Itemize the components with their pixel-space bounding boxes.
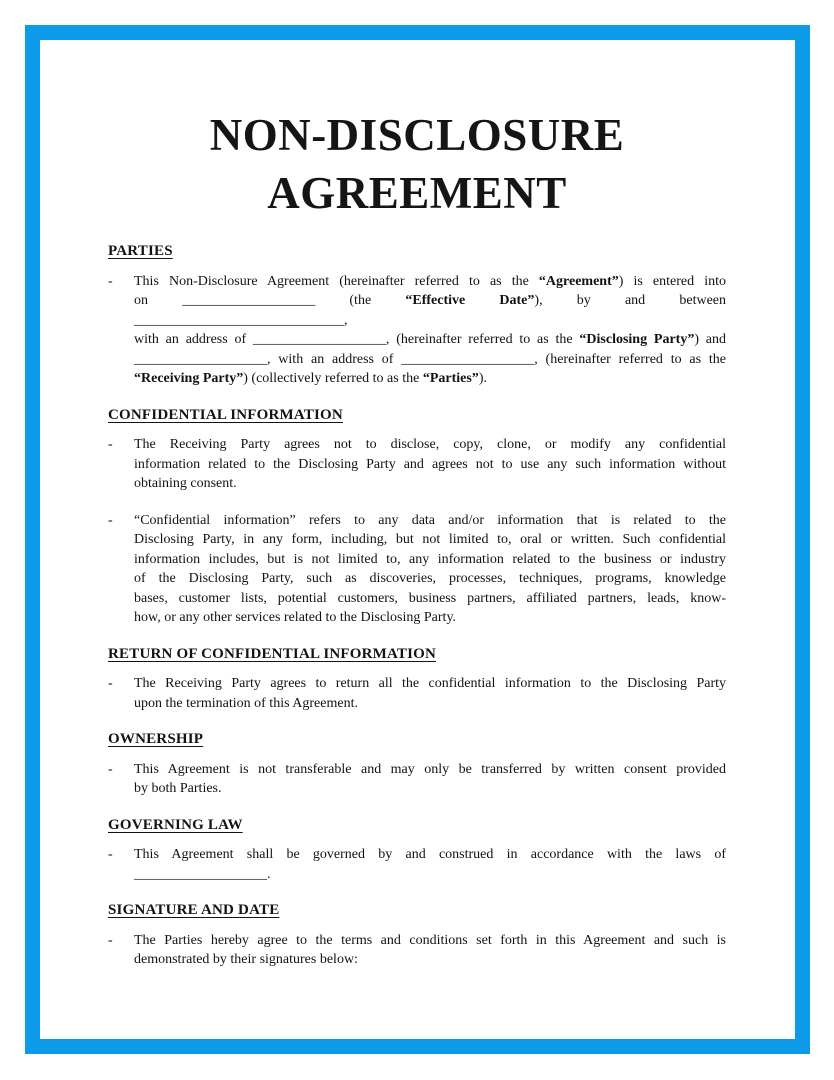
text-line: on ___________________ (the “Effective Date”), by and between ______________________________,	[134, 293, 727, 328]
bullet-dash: -	[108, 512, 113, 528]
section-heading: GOVERNING LAW	[108, 816, 243, 833]
text-line: This Agreement shall be governed by and construed in accordance with the laws of	[134, 847, 726, 862]
text-line: “Confidential information” refers to any data and/or information that is related to the	[134, 512, 726, 528]
document-title	[108, 106, 726, 222]
bullet-dash: -	[108, 676, 113, 691]
paragraph-text	[134, 511, 726, 628]
text-line: obtaining consent.	[134, 476, 237, 491]
bullet-item	[108, 435, 726, 494]
section-heading: SIGNATURE AND DATE	[108, 902, 280, 918]
text-line: The Receiving Party agrees not to disclose, copy, clone, or modify any confidential	[134, 437, 726, 452]
bullet-dash: -	[108, 437, 113, 452]
text-line: bases, customer lists, potential customers, business partners, affiliated partners, leads, know-	[134, 590, 726, 606]
bullet-item	[108, 845, 726, 884]
text-line: upon the termination of this Agreement.	[134, 695, 358, 711]
text-line: This Agreement is not transferable and may only be transferred by written consent provided	[134, 761, 726, 777]
section-signature-and-date	[108, 901, 726, 970]
text-line: This Non-Disclosure Agreement (hereinafter referred to as the “Agreement”) is entered into	[134, 273, 726, 289]
bullet-dash: -	[108, 847, 113, 862]
section-heading: OWNERSHIP	[108, 731, 204, 747]
text-line: “Receiving Party”) (collectively referred to as the “Parties”).	[134, 371, 487, 386]
section-heading: CONFIDENTIAL INFORMATION	[108, 406, 343, 423]
paragraph-text	[134, 760, 726, 799]
text-line: Disclosing Party, in any form, including, but not limited to, oral or written. Such confidential	[134, 532, 726, 547]
bullet-dash: -	[108, 932, 113, 948]
text-line: The Receiving Party agrees to return all the confidential information to the Disclosing Party	[134, 676, 726, 691]
paragraph-text	[134, 272, 726, 389]
section-heading: RETURN OF CONFIDENTIAL INFORMATION	[108, 645, 437, 662]
document-title-line2: AGREEMENT	[267, 168, 567, 218]
text-line: information includes, but is not limited to, any information related to the business or industry	[134, 551, 726, 567]
bullet-item	[108, 674, 726, 713]
text-line: The Parties hereby agree to the terms and conditions set forth in this Agreement and such is	[134, 932, 726, 948]
text-line: information related to the Disclosing Party and agrees not to use any such information without	[134, 456, 726, 472]
paragraph-text	[134, 845, 726, 884]
section-return-of-confidential-information	[108, 645, 726, 714]
bullet-item	[108, 272, 726, 389]
section-parties	[108, 242, 726, 389]
text-line: ___________________, with an address of ___________________, (hereinafter referred to as the	[134, 351, 726, 367]
paragraph-text	[134, 674, 726, 713]
text-line: by both Parties.	[134, 781, 222, 796]
bullet-dash: -	[108, 273, 113, 289]
bullet-item	[108, 931, 726, 970]
bullet-dash: -	[108, 761, 113, 777]
section-governing-law	[108, 816, 726, 885]
document-content	[108, 0, 726, 987]
section-confidential-information	[108, 406, 726, 628]
paragraph-text	[134, 435, 726, 494]
bullet-item	[108, 760, 726, 799]
paragraph-text	[134, 931, 726, 970]
section-heading: PARTIES	[108, 243, 173, 259]
text-line: with an address of ___________________, (hereinafter referred to as the “Disclosing Party”) and	[134, 332, 726, 347]
text-line: demonstrated by their signatures below:	[134, 952, 358, 967]
bullet-item	[108, 511, 726, 628]
text-line: ___________________.	[134, 866, 271, 882]
document-title-line1: NON-DISCLOSURE	[209, 110, 625, 160]
text-line: how, or any other services related to the Disclosing Party.	[134, 610, 457, 625]
section-ownership	[108, 730, 726, 799]
text-line: of the Disclosing Party, such as discoveries, processes, techniques, programs, knowledge	[134, 571, 726, 586]
